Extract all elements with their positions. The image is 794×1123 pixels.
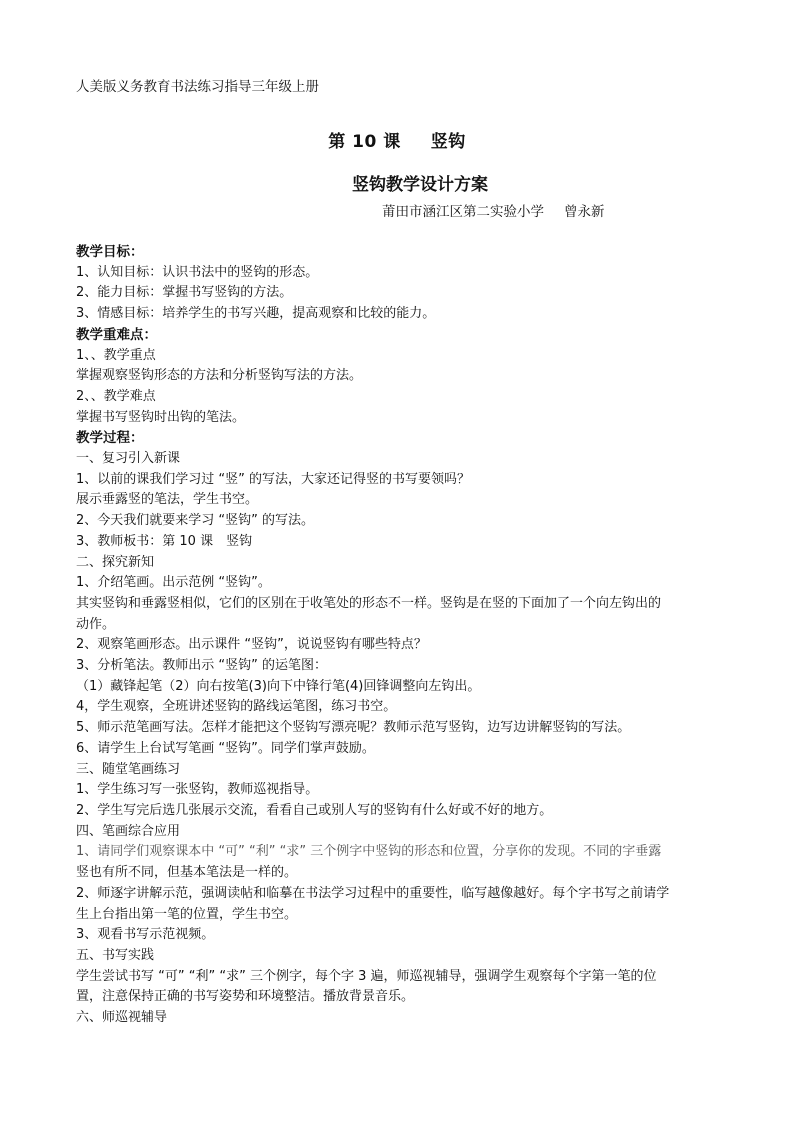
lesson-plan-body	[76, 242, 718, 1029]
lesson-name: 竖钩	[430, 132, 466, 152]
text-line: 2、今天我们就要来学习 “竖钩” 的写法。	[76, 513, 315, 529]
text-line: 生上台指出第一笔的位置，学生书空。	[76, 906, 298, 922]
text-line: 2、、教学难点	[76, 388, 156, 404]
section-heading: 教学目标：	[76, 244, 144, 260]
author-line	[382, 203, 605, 221]
text-line: 4，学生观察，全班讲述竖钩的路线运笔图，练习书空。	[76, 699, 397, 715]
text-line: 其实竖钩和垂露竖相似，它们的区别在于收笔处的形态不一样。竖钩是在竖的下面加了一个向左钩出的	[76, 595, 662, 611]
text-line: 一、复习引入新课	[76, 451, 181, 467]
author-teacher: 曾永新	[564, 204, 605, 220]
text-line: 3、分析笔法。教师出示 “竖钩” 的运笔图：	[76, 658, 328, 674]
text-line: 掌握书写竖钩时出钩的笔法。	[76, 409, 246, 425]
text-line: 三、随堂笔画练习	[76, 761, 181, 777]
text-line: 动作。	[76, 616, 116, 632]
text-line: 掌握观察竖钩形态的方法和分析竖钩写法的方法。	[76, 368, 363, 384]
text-line: 3、情感目标：培养学生的书写兴趣，提高观察和比较的能力。	[76, 306, 436, 322]
text-line: 1、以前的课我们学习过 “竖” 的写法，大家还记得竖的书写要领吗？	[76, 471, 471, 487]
design-title: 竖钩教学设计方案	[352, 175, 488, 195]
text-line: 2、能力目标：掌握书写竖钩的方法。	[76, 285, 293, 301]
series-title: 人美版义务教育书法练习指导三年级上册	[76, 79, 319, 95]
text-line: 1、介绍笔画。出示范例 “竖钩”。	[76, 575, 271, 591]
lesson-title	[0, 127, 794, 152]
text-line: 学生尝试书写 “可” “利” “求” 三个例字，每个字 3 遍，师巡视辅导，强调学生观察每个字第一笔的位	[76, 968, 657, 984]
text-line: 1、、教学重点	[76, 347, 156, 363]
lesson-number: 第 10 课	[328, 132, 401, 152]
text-line: 竖也有所不同，但基本笔法是一样的。	[76, 865, 298, 881]
text-line: 2、观察笔画形态。出示课件 “竖钩”，说说竖钩有哪些特点？	[76, 637, 427, 653]
text-line: 四、笔画综合应用	[76, 823, 181, 839]
text-line: 二、探究新知	[76, 554, 155, 570]
text-line: 五、书写实践	[76, 947, 155, 963]
text-line: （1）藏锋起笔（2）向右按笔(3)向下中锋行笔(4)回锋调整向左钩出。	[76, 678, 481, 694]
text-line: 2、师逐字讲解示范，强调读帖和临摹在书法学习过程中的重要性，临写越像越好。每个字书写之前请学	[76, 885, 670, 901]
text-line: 6、请学生上台试写笔画 “竖钩”。同学们掌声鼓励。	[76, 740, 375, 756]
section-heading: 教学过程：	[76, 430, 144, 447]
text-line: 2、学生写完后选几张展示交流，看看自己或别人写的竖钩有什么好或不好的地方。	[76, 802, 553, 818]
text-line: 1、学生练习写一张竖钩，教师巡视指导。	[76, 782, 319, 798]
text-line: 1、认知目标：认识书法中的竖钩的形态。	[76, 264, 319, 280]
text-line: 3、观看书写示范视频。	[76, 927, 215, 943]
text-line: 3、教师板书：第 10 课 竖钩	[76, 533, 253, 549]
text-line: 置，注意保持正确的书写姿势和环境整洁。播放背景音乐。	[76, 989, 415, 1005]
section-heading: 教学重难点：	[76, 326, 157, 343]
text-line: 六、师巡视辅导	[76, 1010, 168, 1026]
text-line: 展示垂露竖的笔法，学生书空。	[76, 492, 259, 508]
text-line: 1、请同学们观察课本中 “可” “利” “求” 三个例字中竖钩的形态和位置，分享你的发现。不同的字垂露	[76, 844, 662, 860]
author-school: 莆田市涵江区第二实验小学	[382, 204, 544, 220]
text-line: 5、师示范笔画写法。怎样才能把这个竖钩写漂亮呢？教师示范写竖钩，边写边讲解竖钩的写法。	[76, 720, 631, 736]
